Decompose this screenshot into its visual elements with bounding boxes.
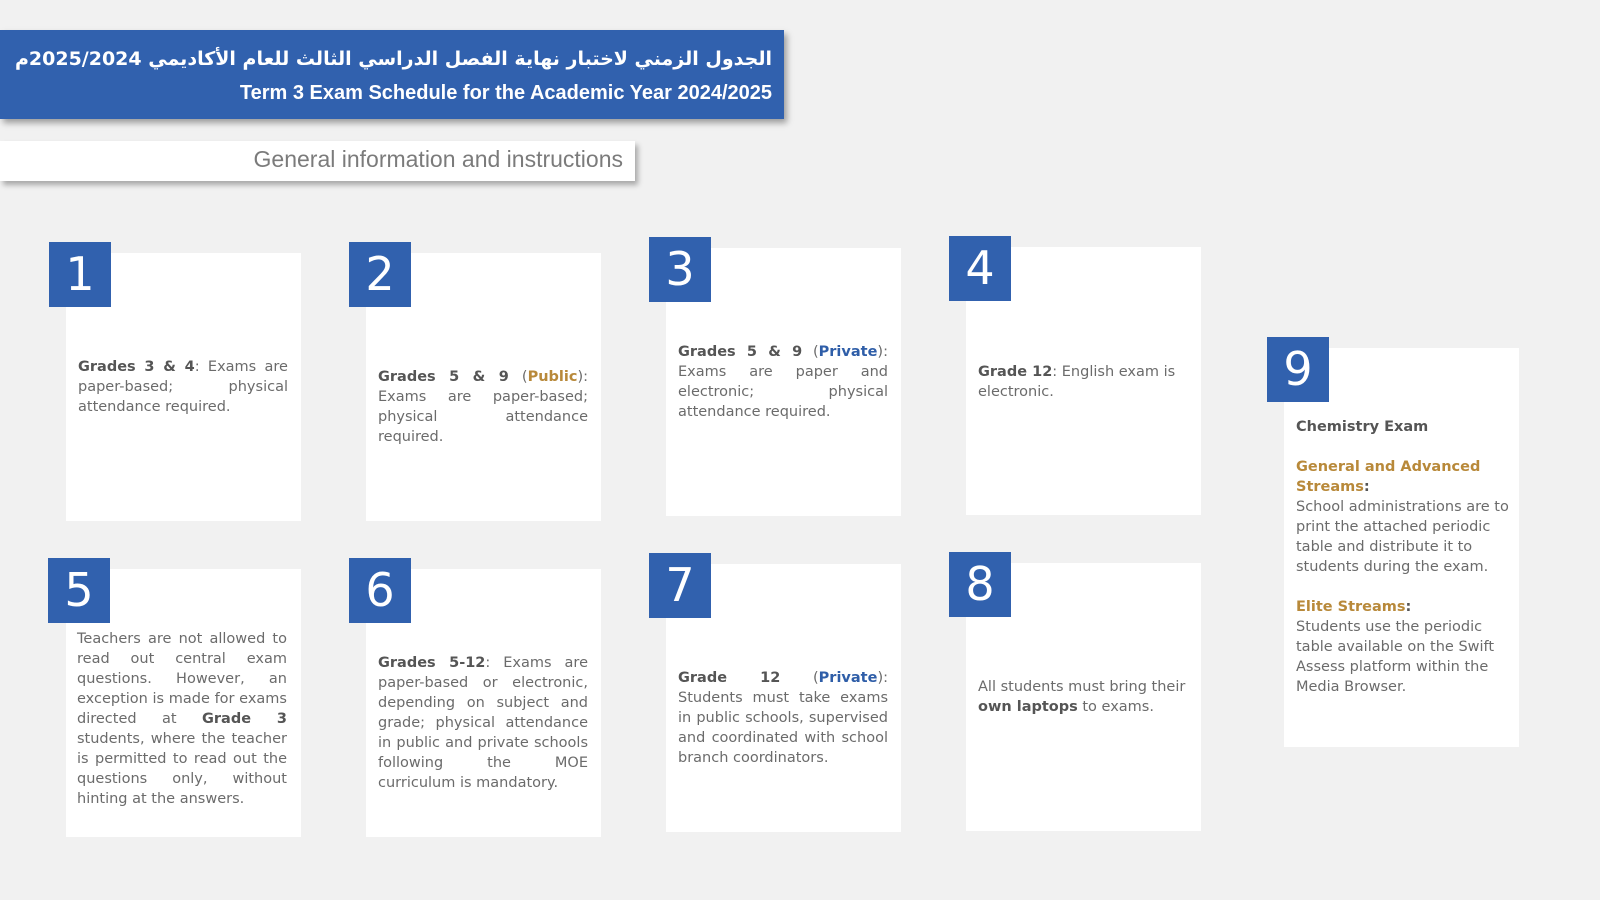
card-2-paren-close: ) xyxy=(577,369,584,385)
title-arabic: الجدول الزمني لاختبار نهاية الفصل الدراسي الثالث للعام الأكاديمي 2025/2024م xyxy=(14,48,772,70)
card-8-body-2: to exams. xyxy=(1077,699,1154,715)
card-8-text xyxy=(978,677,1188,717)
card-7-paren-open: ( xyxy=(780,670,819,686)
card-7-tag: Private xyxy=(818,670,878,686)
card-2-text xyxy=(378,367,588,447)
card-1-body: : Exams are paper-based; physical attendance required. xyxy=(78,359,288,415)
card-4-number: 4 xyxy=(949,236,1011,301)
card-9-elite-text: Students use the periodic table available on the Swift Assess platform within the Media Browser. xyxy=(1296,619,1495,695)
subtitle: General information and instructions xyxy=(253,146,623,172)
card-6-bold: Grades 5-12 xyxy=(378,655,486,671)
card-2-tag: Public xyxy=(527,369,578,385)
card-7-paren-close: ) xyxy=(877,670,884,686)
card-2-paren-open: ( xyxy=(508,369,528,385)
card-7-body: : Students must take exams in public schools, supervised and coordinated with school branch coordinators. xyxy=(678,670,888,766)
card-3-tag: Private xyxy=(818,344,878,360)
card-7-number: 7 xyxy=(649,553,711,618)
card-5-text xyxy=(77,629,287,809)
card-3-paren-close: ) xyxy=(877,344,884,360)
card-3-bold: Grades 5 & 9 xyxy=(678,344,803,360)
card-1-bold: Grades 3 & 4 xyxy=(78,359,195,375)
card-4-text xyxy=(978,362,1188,402)
card-3-paren-open: ( xyxy=(802,344,819,360)
card-6-number: 6 xyxy=(349,558,411,623)
card-5-bold: Grade 3 xyxy=(201,711,287,727)
card-4-bold: Grade 12 xyxy=(978,364,1053,380)
card-3-body: : Exams are paper and electronic; physical attendance required. xyxy=(678,344,888,420)
card-9-elite-label: Elite Streams xyxy=(1296,599,1406,615)
card-7-bold: Grade 12 xyxy=(678,670,781,686)
card-9-text xyxy=(1296,417,1511,697)
card-9-heading: Chemistry Exam xyxy=(1296,419,1429,435)
card-5-body-2: students, where the teacher is permitted to read out the questions only, without hinting at the answers. xyxy=(77,731,287,807)
card-1-text xyxy=(78,357,288,417)
card-8-number: 8 xyxy=(949,552,1011,617)
title-banner xyxy=(0,30,784,119)
card-9-elite-colon: : xyxy=(1405,599,1412,615)
card-9-number: 9 xyxy=(1267,337,1329,402)
subtitle-box xyxy=(0,141,635,181)
card-9-general-colon: : xyxy=(1363,479,1370,495)
card-6-body: : Exams are paper-based or electronic, depending on subject and grade; physical attendance in public and private schools following the MOE curriculum is mandatory. xyxy=(378,655,588,791)
card-1-number: 1 xyxy=(49,242,111,307)
card-8-body-1: All students must bring their xyxy=(978,679,1186,695)
card-9-general-text: School administrations are to print the attached periodic table and distribute it to students during the exam. xyxy=(1296,499,1509,575)
card-4-body: : English exam is electronic. xyxy=(978,364,1176,400)
card-2-number: 2 xyxy=(349,242,411,307)
card-2-body: : Exams are paper-based; physical attendance required. xyxy=(378,369,588,445)
card-6-text xyxy=(378,653,588,793)
card-3-number: 3 xyxy=(649,237,711,302)
title-english: Term 3 Exam Schedule for the Academic Year 2024/2025 xyxy=(239,82,772,104)
card-8-bold: own laptops xyxy=(978,699,1078,715)
card-5-body-1: Teachers are not allowed to read out central exam questions. However, an exception is made for exams directed at xyxy=(77,631,287,727)
card-5-number: 5 xyxy=(48,558,110,623)
card-2-bold: Grades 5 & 9 xyxy=(378,369,509,385)
card-7-text xyxy=(678,668,888,768)
card-9-general-label: General and Advanced Streams xyxy=(1296,459,1481,495)
card-3-text xyxy=(678,342,888,422)
